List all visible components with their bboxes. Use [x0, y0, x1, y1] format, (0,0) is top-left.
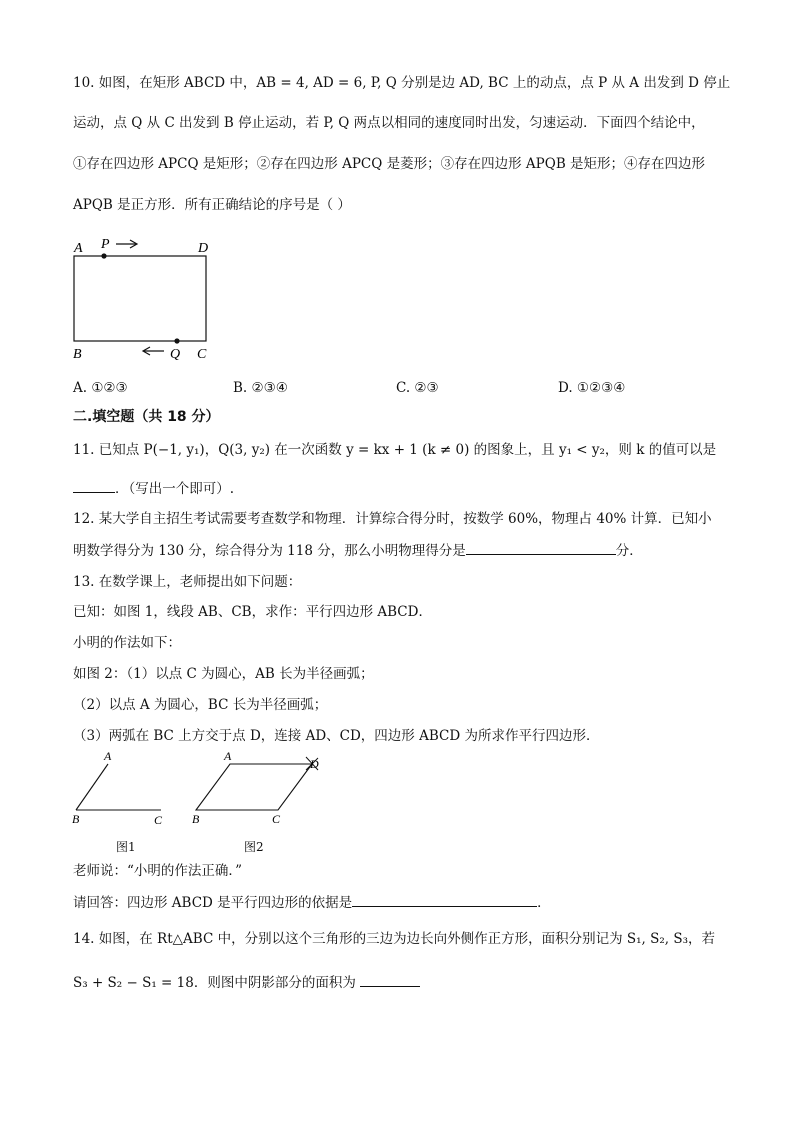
fig10-label-P: P — [101, 237, 110, 252]
q10-line-3: ①存在四边形 APCQ 是矩形；②存在四边形 APCQ 是菱形；③存在四边形 APQB 是矩形；④存在四边形 — [73, 156, 706, 172]
fig1-label-B: B — [72, 812, 80, 826]
q10-line-1: 10. 如图，在矩形 ABCD 中，AB = 4, AD = 6, P, Q 分别是边 AD, BC 上的动点，点 P 从 A 出发到 D 停止 — [73, 75, 731, 91]
q12-answer-blank[interactable] — [466, 540, 616, 555]
q10-line-4: APQB 是正方形．所有正确结论的序号是（ ） — [73, 197, 351, 213]
option-a: A. ①②③ — [73, 380, 128, 396]
q13-line-1: 13. 在数学课上，老师提出如下问题： — [73, 574, 302, 590]
q14-answer-blank[interactable] — [360, 972, 420, 987]
q13-line-6: （3）两弧在 BC 上方交于点 D，连接 AD、CD，四边形 ABCD 为所求作平行四边形． — [73, 728, 600, 744]
fig10-label-B: B — [73, 347, 82, 362]
q13-figure-2 — [186, 748, 326, 828]
q14-line-2: S₃ + S₂ − S₁ = 18．则图中阴影部分的面积为 — [73, 972, 420, 992]
q11-answer-blank[interactable] — [73, 478, 115, 493]
fig1-label-A: A — [104, 749, 112, 763]
q13-teacher-remark: 老师说：“小明的作法正确．” — [73, 863, 243, 879]
fig10-label-Q: Q — [170, 347, 181, 362]
fig2-label-C: C — [272, 812, 281, 826]
q13-line-2: 已知：如图 1，线段 AB、CB，求作：平行四边形 ABCD． — [73, 604, 432, 620]
q11-line-1: 11. 已知点 P(−1, y₁)，Q(3, y₂) 在一次函数 y = kx + 1 (k ≠ 0) 的图象上，且 y₁ < y₂，则 k 的值可以是 — [73, 442, 717, 458]
q13-figure-1 — [66, 748, 176, 828]
q12-line-2: 明数学得分为 130 分，综合得分为 118 分，那么小明物理得分是 分． — [73, 540, 643, 560]
section-title: 二.填空题（共 18 分） — [73, 409, 220, 425]
option-b: B. ②③④ — [233, 380, 288, 396]
fig1-caption: 图1 — [116, 840, 136, 854]
fig2-label-D: D — [310, 757, 319, 771]
fig2-caption: 图2 — [244, 840, 264, 854]
fig10-label-C: C — [197, 347, 207, 362]
q10-line-2: 运动，点 Q 从 C 出发到 B 停止运动，若 P, Q 两点以相同的速度同时出发，匀速运动．下面四个结论中， — [73, 115, 705, 131]
q11-line-2: ．（写出一个即可）. — [73, 478, 234, 498]
option-d: D. ①②③④ — [558, 380, 626, 396]
q13-line-4: 如图 2：（1）以点 C 为圆心，AB 长为半径画弧； — [73, 666, 374, 682]
q13-answer-line: 请回答：四边形 ABCD 是平行四边形的依据是 ． — [73, 892, 551, 912]
fig2-label-B: B — [192, 812, 200, 826]
q10-rectangle-figure — [66, 234, 226, 364]
fig1-label-C: C — [154, 813, 163, 827]
fig10-label-D: D — [198, 241, 209, 256]
q14-line-1: 14. 如图，在 Rt△ABC 中，分别以这个三角形的三边为边长向外侧作正方形，面积分别记为 S₁, S₂, S₃，若 — [73, 931, 716, 947]
fig10-label-A: A — [74, 241, 83, 256]
q12-line-1: 12. 某大学自主招生考试需要考查数学和物理．计算综合得分时，按数学 60%，物理占 40% 计算．已知小 — [73, 511, 712, 527]
fig2-label-A: A — [224, 749, 232, 763]
option-c: C. ②③ — [396, 380, 439, 396]
q13-line-5: （2）以点 A 为圆心，BC 长为半径画弧； — [73, 697, 328, 713]
q13-answer-blank[interactable] — [352, 892, 537, 907]
q13-line-3: 小明的作法如下： — [73, 635, 181, 651]
